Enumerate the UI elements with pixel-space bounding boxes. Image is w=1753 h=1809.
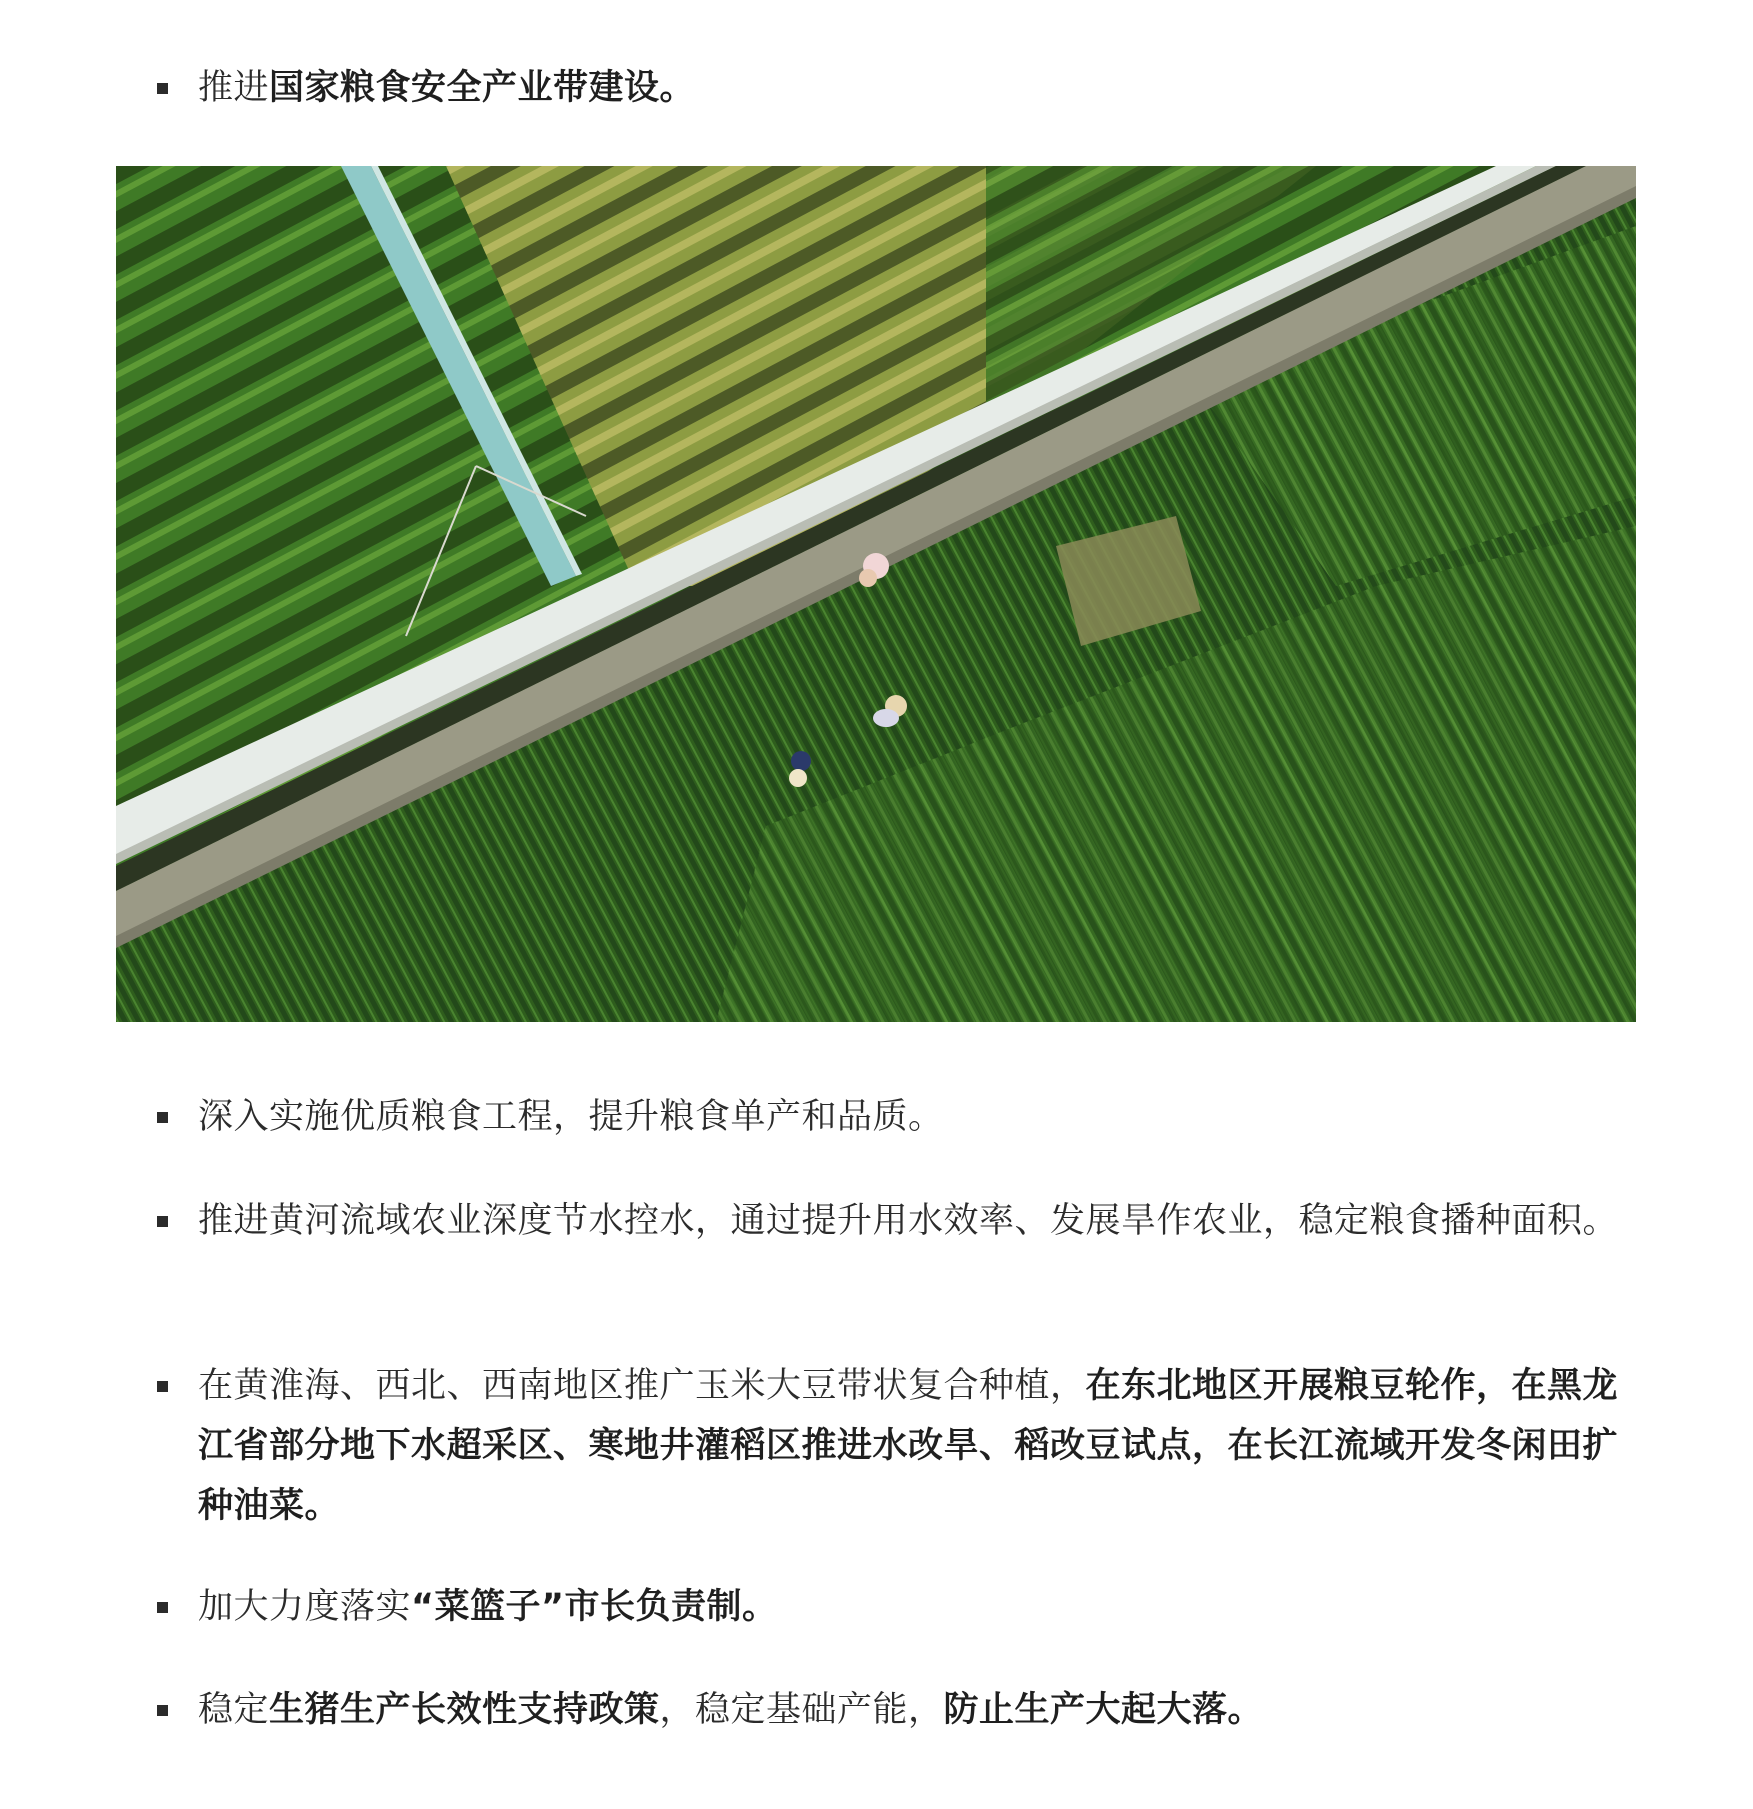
bullet-text [198,1680,1637,1740]
aerial-rice-field-photo [116,166,1636,1022]
bullet-item-grain-security-belt [157,58,1637,118]
bullet-text-part: ，稳定基础产能， [659,1690,944,1730]
bullet-item-yellow-river-water-saving [157,1191,1637,1251]
bullet-text-bold: 生猪生产长效性支持政策 [269,1690,660,1730]
bullet-text [198,58,1637,118]
bullet-square-icon [157,1112,168,1123]
bullet-square-icon [157,1381,168,1392]
bullet-item-pig-production [157,1680,1637,1740]
bullet-square-icon [157,1705,168,1716]
bullet-text-bold: “菜篮子”市长负责制。 [411,1587,778,1627]
bullet-square-icon [157,1602,168,1613]
bullet-text: 推进黄河流域农业深度节水控水，通过提升用水效率、发展旱作农业，稳定粮食播种面积。 [198,1201,1619,1241]
bullet-square-icon [157,1216,168,1227]
bullet-text [198,1577,1637,1637]
bullet-text-part: 在黄淮海、西北、西南地区推广玉米大豆带状复合种植， [198,1366,1086,1406]
bullet-item-vegetable-basket [157,1577,1637,1637]
bullet-text-bold: 在东北地区开展粮豆轮作，在黑龙江省部分地下水超采区、寒地井灌稻区推进水改旱、稻改豆试点，在长江流域开发冬闲田扩种油菜。 [198,1366,1619,1526]
bullet-text-part: 稳定 [198,1690,270,1730]
bullet-text-part: 推进 [198,68,270,108]
aerial-rice-field-illustration [116,166,1636,1022]
bullet-text [198,1356,1637,1536]
bullet-square-icon [157,83,168,94]
bullet-text-bold: 防止生产大起大落。 [943,1690,1264,1730]
bullet-text-bold: 国家粮食安全产业带建设。 [269,68,696,108]
bullet-item-quality-grain-project [157,1087,1637,1147]
bullet-item-crop-rotation [157,1356,1637,1536]
bullet-text: 深入实施优质粮食工程，提升粮食单产和品质。 [198,1097,944,1137]
bullet-text-part: 加大力度落实 [198,1587,412,1627]
